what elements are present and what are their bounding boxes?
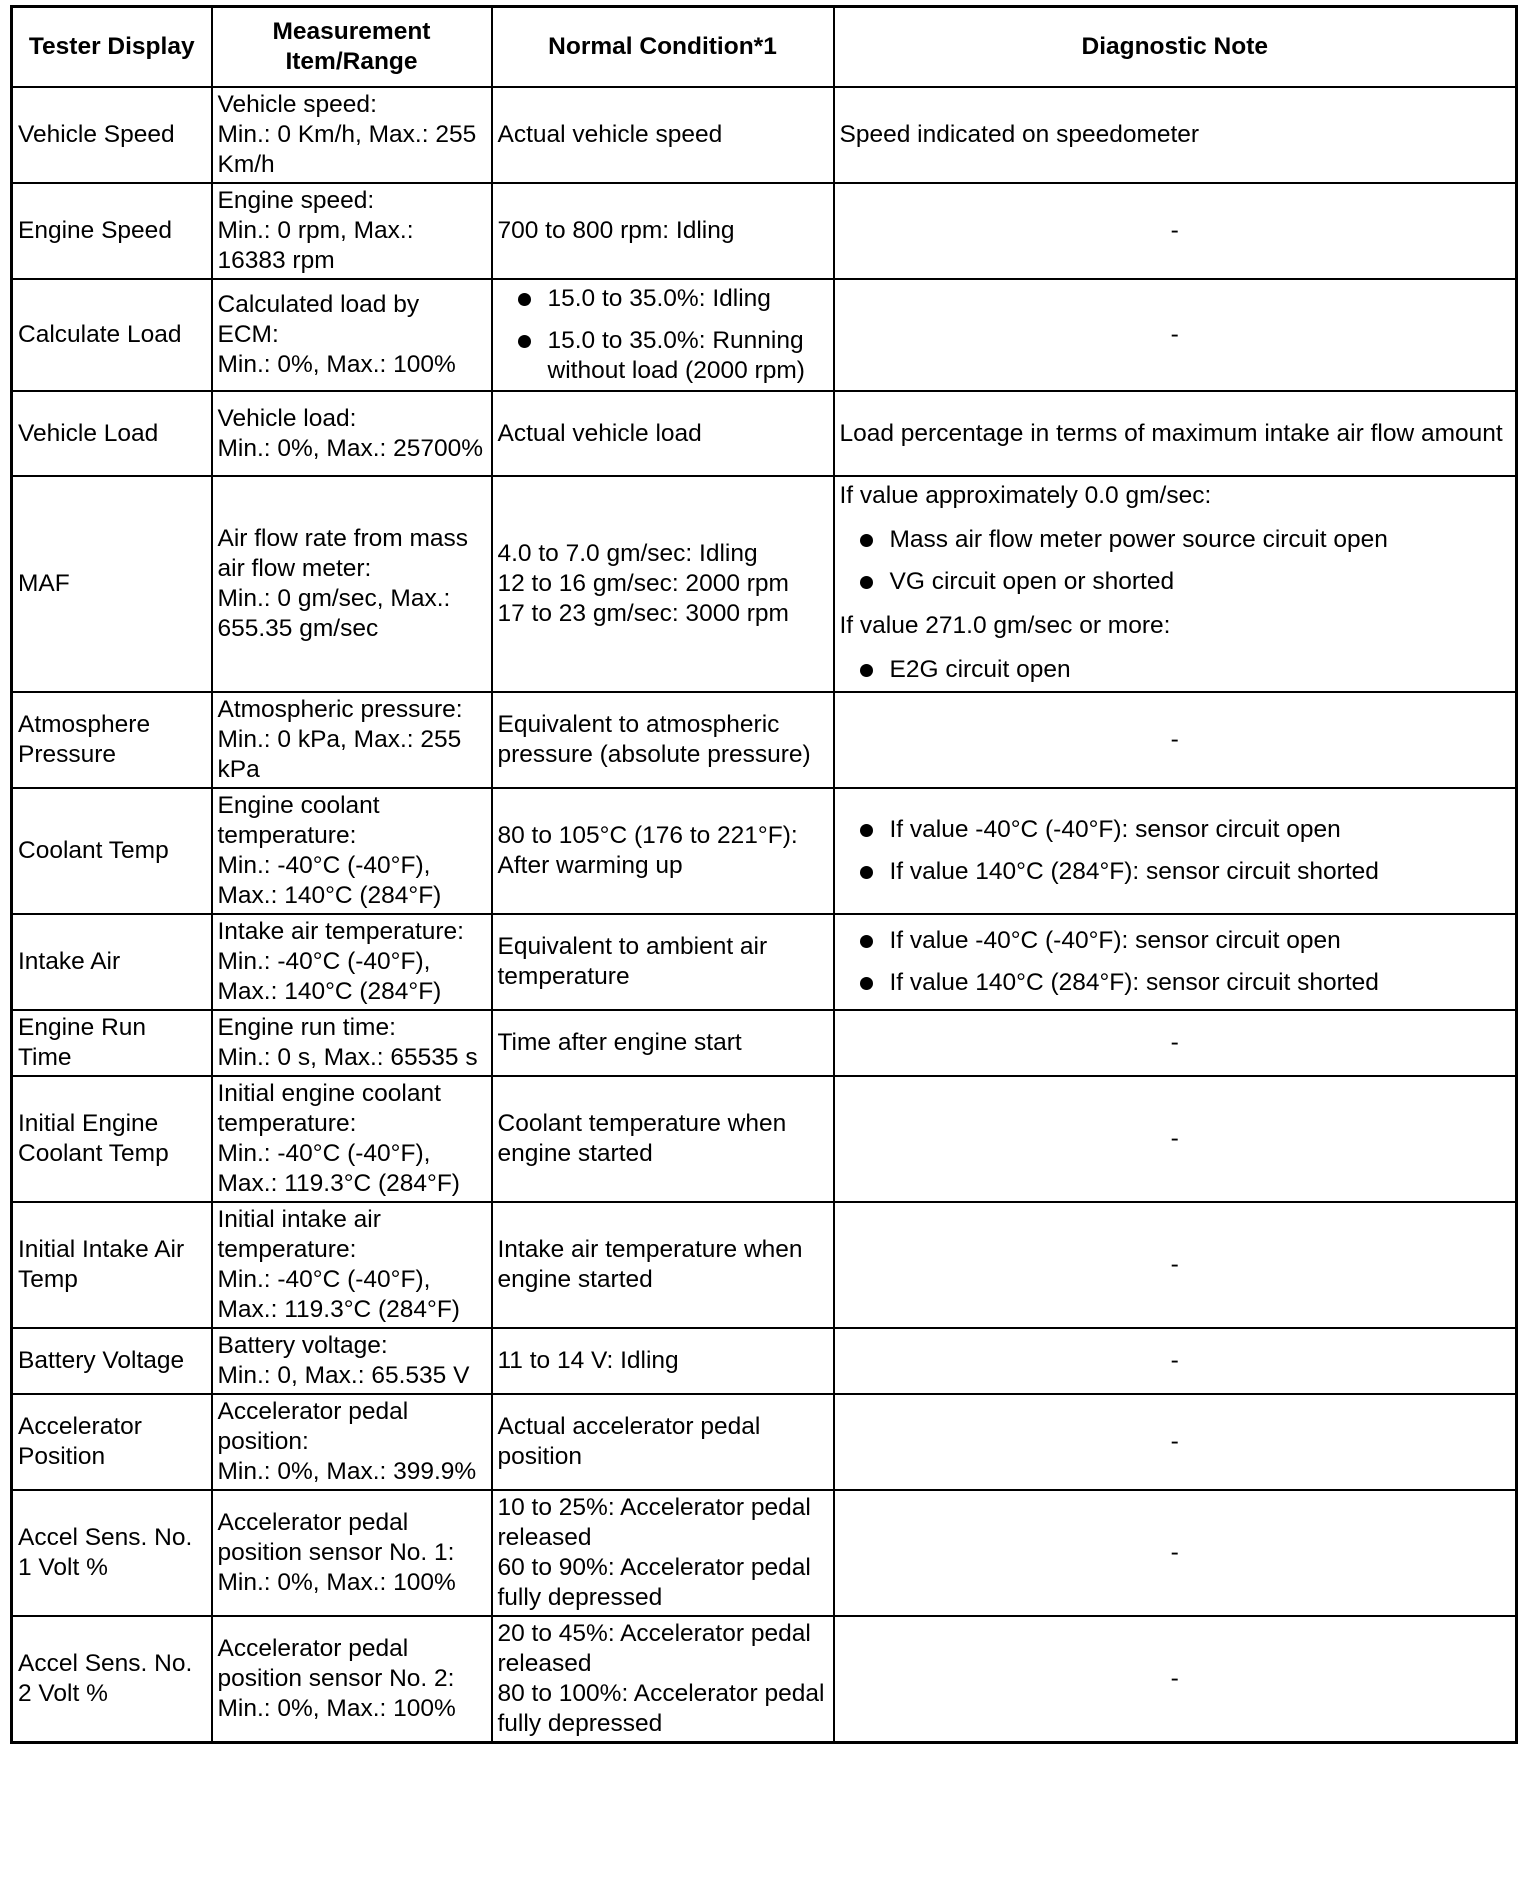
cell-normal-condition xyxy=(492,914,834,1010)
range-line: Vehicle load: xyxy=(217,404,357,432)
range-line: Atmospheric pressure: xyxy=(217,696,463,723)
cell-normal-condition xyxy=(492,1202,834,1328)
range-line: Initial intake air temperature: xyxy=(217,1206,381,1263)
cell-measurement-range xyxy=(212,1490,492,1616)
normal-condition-line: 700 to 800 rpm: Idling xyxy=(497,217,735,244)
diagnostic-table-page xyxy=(10,5,1515,1744)
range-line: Max.: 119.3°C (284°F) xyxy=(217,1296,460,1323)
range-line: Max.: 140°C (284°F) xyxy=(217,882,442,909)
cell-normal-condition xyxy=(492,279,834,391)
cell-normal-condition xyxy=(492,476,834,692)
table-row xyxy=(12,87,1517,183)
diagnostic-note-bullet: Mass air flow meter power source circuit open xyxy=(840,525,1511,555)
diagnostic-note-bullet: VG circuit open or shorted xyxy=(840,567,1511,597)
cell-diagnostic-note: - xyxy=(834,1010,1517,1076)
cell-tester-display: Vehicle Load xyxy=(12,391,212,476)
table-row xyxy=(12,692,1517,788)
cell-measurement-range xyxy=(212,1328,492,1394)
normal-condition-line: 17 to 23 gm/sec: 3000 rpm xyxy=(497,600,789,627)
cell-measurement-range xyxy=(212,692,492,788)
cell-tester-display: Engine Speed xyxy=(12,183,212,279)
normal-condition-line: 20 to 45%: Accelerator pedal released xyxy=(497,1620,811,1677)
cell-diagnostic-note: - xyxy=(834,183,1517,279)
cell-normal-condition xyxy=(492,1010,834,1076)
diagnostic-note-list xyxy=(840,655,1511,685)
normal-condition-line: 4.0 to 7.0 gm/sec: Idling xyxy=(497,540,758,567)
cell-tester-display: Calculate Load xyxy=(12,279,212,391)
cell-diagnostic-note: - xyxy=(834,279,1517,391)
range-line: Initial engine coolant temperature: xyxy=(217,1080,441,1137)
normal-condition-line: Time after engine start xyxy=(497,1029,742,1056)
range-line: Min.: 0 gm/sec, Max.: 655.35 gm/sec xyxy=(217,585,451,642)
diagnostic-note-bullet: E2G circuit open xyxy=(840,655,1511,685)
cell-tester-display: Accelerator Position xyxy=(12,1394,212,1490)
header-diagnostic-note: Diagnostic Note xyxy=(834,7,1517,88)
diagnostic-note-list xyxy=(840,815,1511,887)
normal-condition-line: 80 to 105°C (176 to 221°F): After warming up xyxy=(497,822,798,879)
diagnostic-note-intro: If value approximately 0.0 gm/sec: xyxy=(839,482,1212,509)
range-line: Accelerator pedal position: xyxy=(217,1398,409,1455)
table-row xyxy=(12,391,1517,476)
cell-normal-condition xyxy=(492,788,834,914)
cell-measurement-range xyxy=(212,1394,492,1490)
cell-diagnostic-note: - xyxy=(834,1616,1517,1743)
cell-measurement-range xyxy=(212,87,492,183)
cell-diagnostic-note: - xyxy=(834,1394,1517,1490)
normal-condition-bullet: 15.0 to 35.0%: Running without load (2000 rpm) xyxy=(498,326,828,386)
cell-diagnostic-note: - xyxy=(834,692,1517,788)
cell-measurement-range xyxy=(212,279,492,391)
cell-tester-display: Battery Voltage xyxy=(12,1328,212,1394)
table-row xyxy=(12,788,1517,914)
cell-measurement-range xyxy=(212,391,492,476)
range-line: Min.: 0 kPa, Max.: 255 kPa xyxy=(217,726,462,783)
range-line: Min.: -40°C (-40°F), xyxy=(217,852,431,879)
range-line: Min.: -40°C (-40°F), xyxy=(217,1266,431,1293)
cell-tester-display: Intake Air xyxy=(12,914,212,1010)
cell-normal-condition xyxy=(492,87,834,183)
cell-normal-condition xyxy=(492,1328,834,1394)
header-tester-display: Tester Display xyxy=(12,7,212,88)
cell-tester-display: Accel Sens. No. 2 Volt % xyxy=(12,1616,212,1743)
normal-condition-bullet: 15.0 to 35.0%: Idling xyxy=(498,284,828,314)
table-row xyxy=(12,1394,1517,1490)
cell-diagnostic-note xyxy=(834,788,1517,914)
table-row xyxy=(12,1490,1517,1616)
header-normal-condition: Normal Condition*1 xyxy=(492,7,834,88)
cell-measurement-range xyxy=(212,183,492,279)
cell-tester-display: Atmosphere Pressure xyxy=(12,692,212,788)
diagnostic-note-intro: If value 271.0 gm/sec or more: xyxy=(839,612,1171,639)
cell-diagnostic-note xyxy=(834,476,1517,692)
cell-tester-display: Vehicle Speed xyxy=(12,87,212,183)
normal-condition-line: Actual vehicle load xyxy=(497,419,702,447)
normal-condition-line: 80 to 100%: Accelerator pedal fully depressed xyxy=(497,1680,825,1737)
range-line: Min.: 0%, Max.: 399.9% xyxy=(217,1458,477,1485)
table-row xyxy=(12,1010,1517,1076)
diagnostic-data-table xyxy=(10,5,1518,1744)
range-line: Accelerator pedal position sensor No. 2: xyxy=(217,1635,455,1692)
range-line: Engine run time: xyxy=(217,1014,396,1041)
cell-measurement-range xyxy=(212,1010,492,1076)
range-line: Min.: 0%, Max.: 100% xyxy=(217,1569,456,1596)
normal-condition-line: Actual accelerator pedal position xyxy=(497,1413,761,1470)
diagnostic-note-bullet: If value 140°C (284°F): sensor circuit shorted xyxy=(840,857,1511,887)
range-line: Min.: 0%, Max.: 100% xyxy=(217,1695,456,1722)
header-measurement-item-range: Measurement Item/Range xyxy=(212,7,492,88)
cell-normal-condition xyxy=(492,391,834,476)
cell-tester-display: MAF xyxy=(12,476,212,692)
range-line: Min.: 0 s, Max.: 65535 s xyxy=(217,1044,478,1071)
cell-tester-display: Engine Run Time xyxy=(12,1010,212,1076)
range-line: Max.: 119.3°C (284°F) xyxy=(217,1170,460,1197)
cell-diagnostic-note: - xyxy=(834,1328,1517,1394)
table-row xyxy=(12,1202,1517,1328)
normal-condition-line: Actual vehicle speed xyxy=(497,121,723,148)
range-line: Engine speed: xyxy=(217,187,375,214)
range-line: Max.: 140°C (284°F) xyxy=(217,978,442,1005)
normal-condition-line: 11 to 14 V: Idling xyxy=(497,1347,679,1374)
cell-normal-condition xyxy=(492,1490,834,1616)
normal-condition-line: Coolant temperature when engine started xyxy=(497,1110,787,1167)
cell-normal-condition xyxy=(492,1616,834,1743)
cell-measurement-range xyxy=(212,1616,492,1743)
cell-diagnostic-note xyxy=(834,914,1517,1010)
table-row xyxy=(12,1616,1517,1743)
normal-condition-line: 60 to 90%: Accelerator pedal fully depressed xyxy=(497,1554,811,1611)
diagnostic-note-list xyxy=(840,525,1511,597)
normal-condition-line: 12 to 16 gm/sec: 2000 rpm xyxy=(497,570,789,597)
range-line: Min.: 0%, Max.: 100% xyxy=(217,351,456,378)
table-row xyxy=(12,183,1517,279)
range-line: Min.: 0, Max.: 65.535 V xyxy=(217,1362,470,1389)
cell-normal-condition xyxy=(492,183,834,279)
diagnostic-note-line: Load percentage in terms of maximum intake air flow amount xyxy=(839,419,1503,447)
table-row xyxy=(12,476,1517,692)
table-row xyxy=(12,914,1517,1010)
range-line: Min.: -40°C (-40°F), xyxy=(217,1140,431,1167)
normal-condition-line: Equivalent to ambient air temperature xyxy=(497,933,768,990)
cell-normal-condition xyxy=(492,1076,834,1202)
table-row xyxy=(12,1076,1517,1202)
cell-measurement-range xyxy=(212,1076,492,1202)
range-line: Min.: 0 Km/h, Max.: 255 Km/h xyxy=(217,121,477,178)
cell-measurement-range xyxy=(212,1202,492,1328)
cell-tester-display: Coolant Temp xyxy=(12,788,212,914)
normal-condition-line: 10 to 25%: Accelerator pedal released xyxy=(497,1494,811,1551)
cell-diagnostic-note: - xyxy=(834,1490,1517,1616)
normal-condition-line: Intake air temperature when engine started xyxy=(497,1236,803,1293)
normal-condition-list xyxy=(498,284,828,386)
range-line: Vehicle speed: xyxy=(217,91,377,118)
range-line: Min.: -40°C (-40°F), xyxy=(217,948,431,975)
cell-tester-display: Initial Engine Coolant Temp xyxy=(12,1076,212,1202)
diagnostic-note-bullet: If value -40°C (-40°F): sensor circuit open xyxy=(840,815,1511,845)
normal-condition-line: Equivalent to atmospheric pressure (absolute pressure) xyxy=(497,711,811,768)
diagnostic-note-line: Speed indicated on speedometer xyxy=(839,121,1200,148)
table-row xyxy=(12,1328,1517,1394)
cell-diagnostic-note xyxy=(834,391,1517,476)
range-line: Min.: 0%, Max.: 25700% xyxy=(217,434,484,462)
cell-diagnostic-note xyxy=(834,87,1517,183)
cell-diagnostic-note: - xyxy=(834,1202,1517,1328)
cell-measurement-range xyxy=(212,914,492,1010)
table-row xyxy=(12,279,1517,391)
cell-normal-condition xyxy=(492,1394,834,1490)
cell-measurement-range xyxy=(212,788,492,914)
table-header-row xyxy=(12,7,1517,88)
cell-diagnostic-note: - xyxy=(834,1076,1517,1202)
diagnostic-note-bullet: If value 140°C (284°F): sensor circuit shorted xyxy=(840,968,1511,998)
cell-measurement-range xyxy=(212,476,492,692)
range-line: Calculated load by ECM: xyxy=(217,291,420,348)
range-line: Air flow rate from mass air flow meter: xyxy=(217,525,468,582)
cell-tester-display: Initial Intake Air Temp xyxy=(12,1202,212,1328)
cell-tester-display: Accel Sens. No. 1 Volt % xyxy=(12,1490,212,1616)
range-line: Accelerator pedal position sensor No. 1: xyxy=(217,1509,455,1566)
range-line: Intake air temperature: xyxy=(217,918,464,945)
diagnostic-note-bullet: If value -40°C (-40°F): sensor circuit open xyxy=(840,926,1511,956)
range-line: Battery voltage: xyxy=(217,1332,388,1359)
range-line: Engine coolant temperature: xyxy=(217,792,380,849)
cell-normal-condition xyxy=(492,692,834,788)
diagnostic-note-list xyxy=(840,926,1511,998)
range-line: Min.: 0 rpm, Max.: 16383 rpm xyxy=(217,217,414,274)
